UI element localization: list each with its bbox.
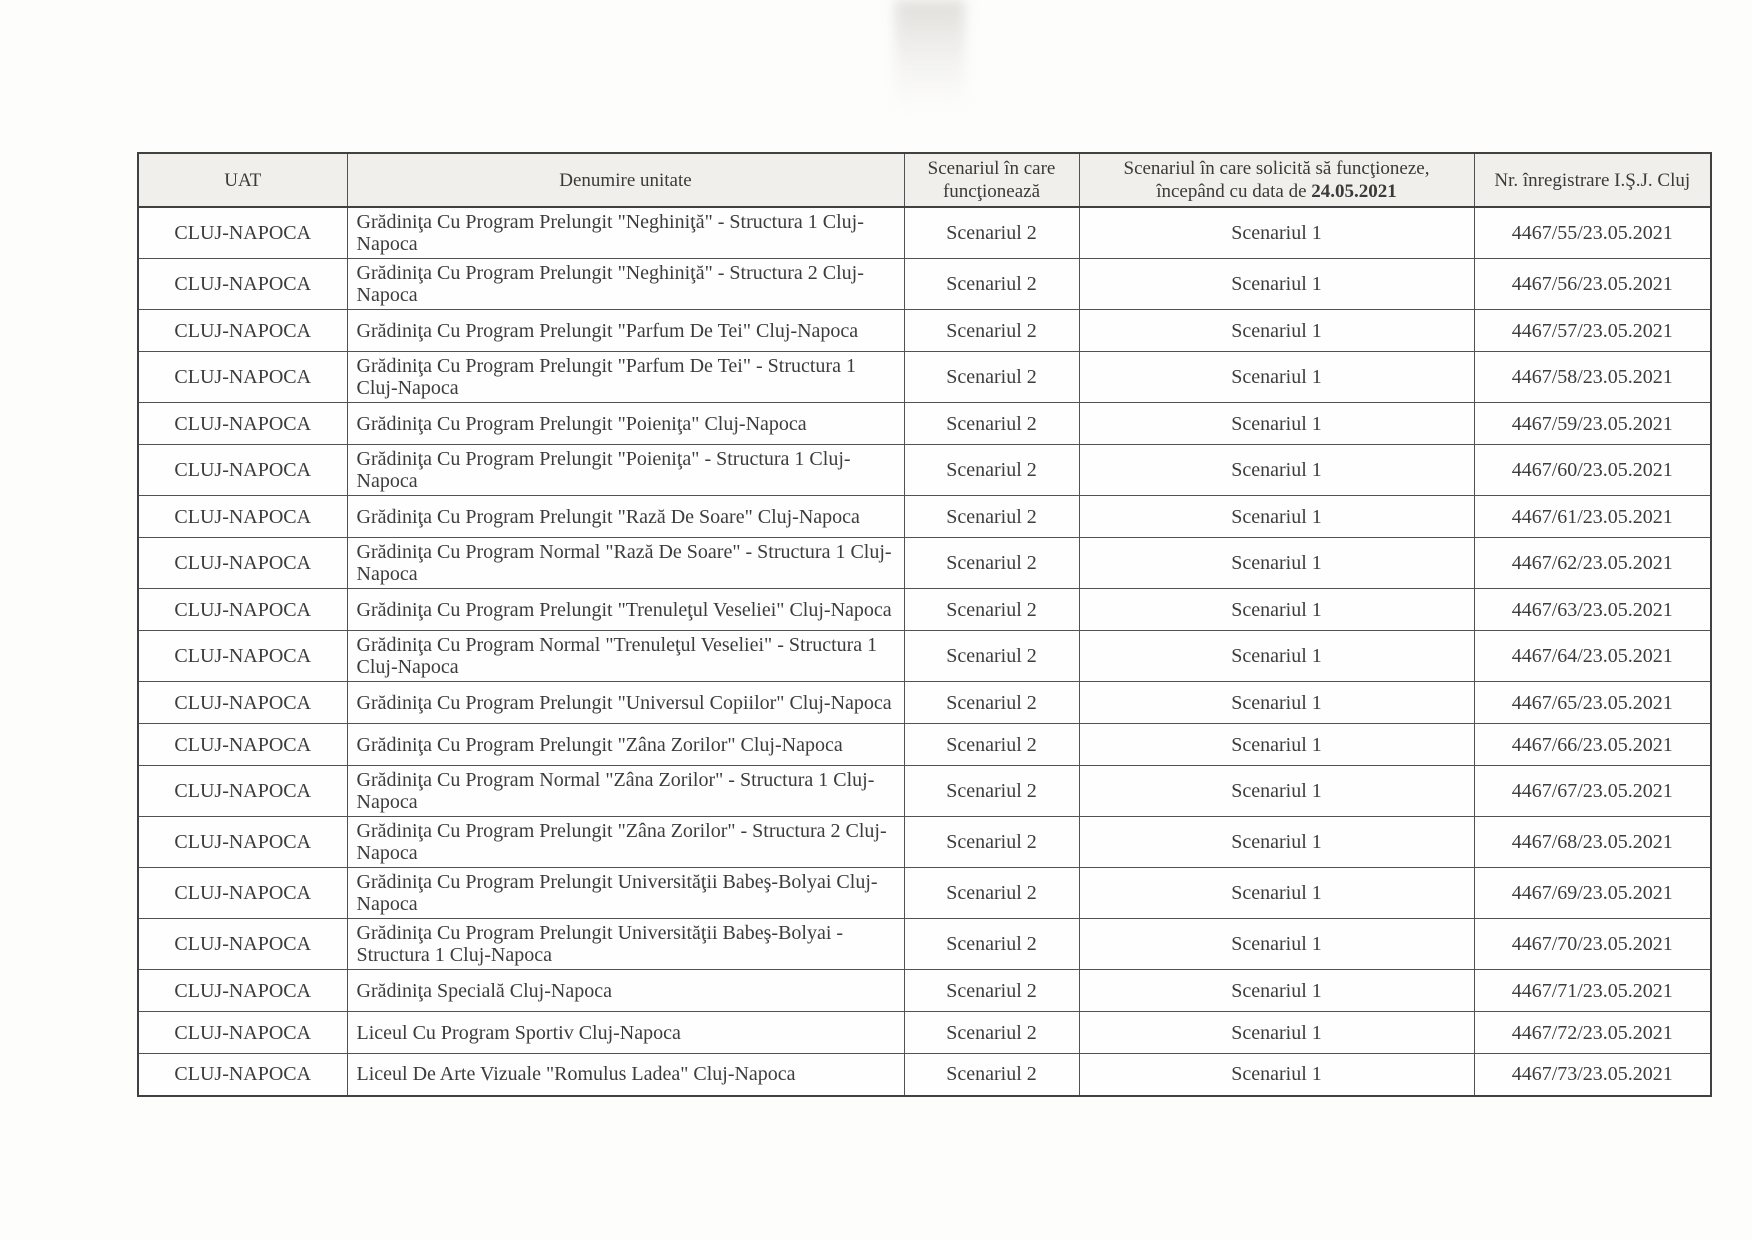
registration-number-cell: 4467/68/23.05.2021 — [1474, 817, 1711, 868]
registration-number-cell: 4467/64/23.05.2021 — [1474, 631, 1711, 682]
uat-cell: CLUJ-NAPOCA — [138, 310, 347, 352]
current-scenario-cell: Scenariul 2 — [904, 1012, 1079, 1054]
uat-cell: CLUJ-NAPOCA — [138, 538, 347, 589]
current-scenario-cell: Scenariul 2 — [904, 724, 1079, 766]
current-scenario-cell: Scenariul 2 — [904, 1054, 1079, 1096]
header-row — [138, 153, 1711, 207]
current-scenario-cell: Scenariul 2 — [904, 589, 1079, 631]
table-row — [138, 1054, 1711, 1096]
registration-number-cell: 4467/56/23.05.2021 — [1474, 259, 1711, 310]
current-scenario-cell: Scenariul 2 — [904, 970, 1079, 1012]
current-scenario-cell: Scenariul 2 — [904, 766, 1079, 817]
header-requested-scenario-text: Scenariul în care solicită să funcţioneze, începând cu data de — [1123, 158, 1430, 202]
registration-number-cell: 4467/70/23.05.2021 — [1474, 919, 1711, 970]
uat-cell: CLUJ-NAPOCA — [138, 496, 347, 538]
header-requested-scenario — [1079, 153, 1474, 207]
current-scenario-cell: Scenariul 2 — [904, 352, 1079, 403]
uat-cell: CLUJ-NAPOCA — [138, 817, 347, 868]
requested-scenario-cell: Scenariul 1 — [1079, 724, 1474, 766]
requested-scenario-cell: Scenariul 1 — [1079, 868, 1474, 919]
uat-cell: CLUJ-NAPOCA — [138, 1012, 347, 1054]
requested-scenario-cell: Scenariul 1 — [1079, 445, 1474, 496]
current-scenario-cell: Scenariul 2 — [904, 445, 1079, 496]
uat-cell: CLUJ-NAPOCA — [138, 207, 347, 259]
table-row — [138, 207, 1711, 259]
registration-number-cell: 4467/57/23.05.2021 — [1474, 310, 1711, 352]
requested-scenario-cell: Scenariul 1 — [1079, 919, 1474, 970]
uat-cell: CLUJ-NAPOCA — [138, 868, 347, 919]
unit-name-cell: Grădiniţa Cu Program Normal "Trenuleţul Veseliei" - Structura 1 Cluj-Napoca — [347, 631, 904, 682]
uat-cell: CLUJ-NAPOCA — [138, 970, 347, 1012]
uat-cell: CLUJ-NAPOCA — [138, 631, 347, 682]
registration-number-cell: 4467/72/23.05.2021 — [1474, 1012, 1711, 1054]
header-current-scenario: Scenariul în care funcţionează — [904, 153, 1079, 207]
current-scenario-cell: Scenariul 2 — [904, 496, 1079, 538]
table-row — [138, 631, 1711, 682]
table-body — [138, 207, 1711, 1096]
table-row — [138, 352, 1711, 403]
school-scenarios-table — [137, 152, 1712, 1097]
table-row — [138, 868, 1711, 919]
uat-cell: CLUJ-NAPOCA — [138, 445, 347, 496]
unit-name-cell: Grădiniţa Cu Program Prelungit Universităţii Babeş-Bolyai Cluj-Napoca — [347, 868, 904, 919]
unit-name-cell: Grădiniţa Cu Program Prelungit "Zâna Zorilor" Cluj-Napoca — [347, 724, 904, 766]
registration-number-cell: 4467/71/23.05.2021 — [1474, 970, 1711, 1012]
header-unit-name: Denumire unitate — [347, 153, 904, 207]
unit-name-cell: Grădiniţa Cu Program Prelungit Universităţii Babeş-Bolyai - Structura 1 Cluj-Napoca — [347, 919, 904, 970]
registration-number-cell: 4467/63/23.05.2021 — [1474, 589, 1711, 631]
unit-name-cell: Grădiniţa Cu Program Prelungit "Zâna Zorilor" - Structura 2 Cluj-Napoca — [347, 817, 904, 868]
requested-scenario-cell: Scenariul 1 — [1079, 970, 1474, 1012]
unit-name-cell: Grădiniţa Cu Program Prelungit "Universul Copiilor" Cluj-Napoca — [347, 682, 904, 724]
table-row — [138, 970, 1711, 1012]
table-row — [138, 919, 1711, 970]
table-row — [138, 538, 1711, 589]
unit-name-cell: Grădiniţa Cu Program Prelungit "Parfum De Tei" - Structura 1 Cluj-Napoca — [347, 352, 904, 403]
current-scenario-cell: Scenariul 2 — [904, 259, 1079, 310]
requested-scenario-cell: Scenariul 1 — [1079, 1012, 1474, 1054]
unit-name-cell: Liceul De Arte Vizuale "Romulus Ladea" Cluj-Napoca — [347, 1054, 904, 1096]
table-row — [138, 1012, 1711, 1054]
unit-name-cell: Grădiniţa Cu Program Prelungit "Rază De Soare" Cluj-Napoca — [347, 496, 904, 538]
requested-scenario-cell: Scenariul 1 — [1079, 682, 1474, 724]
current-scenario-cell: Scenariul 2 — [904, 538, 1079, 589]
registration-number-cell: 4467/66/23.05.2021 — [1474, 724, 1711, 766]
current-scenario-cell: Scenariul 2 — [904, 207, 1079, 259]
registration-number-cell: 4467/69/23.05.2021 — [1474, 868, 1711, 919]
current-scenario-cell: Scenariul 2 — [904, 403, 1079, 445]
registration-number-cell: 4467/55/23.05.2021 — [1474, 207, 1711, 259]
registration-number-cell: 4467/59/23.05.2021 — [1474, 403, 1711, 445]
requested-scenario-cell: Scenariul 1 — [1079, 207, 1474, 259]
requested-scenario-cell: Scenariul 1 — [1079, 538, 1474, 589]
registration-number-cell: 4467/73/23.05.2021 — [1474, 1054, 1711, 1096]
scan-smudge — [895, 0, 965, 110]
registration-number-cell: 4467/60/23.05.2021 — [1474, 445, 1711, 496]
requested-scenario-cell: Scenariul 1 — [1079, 1054, 1474, 1096]
table-row — [138, 259, 1711, 310]
requested-scenario-cell: Scenariul 1 — [1079, 259, 1474, 310]
unit-name-cell: Grădiniţa Cu Program Prelungit "Trenuleţul Veseliei" Cluj-Napoca — [347, 589, 904, 631]
unit-name-cell: Liceul Cu Program Sportiv Cluj-Napoca — [347, 1012, 904, 1054]
requested-scenario-cell: Scenariul 1 — [1079, 589, 1474, 631]
requested-scenario-cell: Scenariul 1 — [1079, 631, 1474, 682]
current-scenario-cell: Scenariul 2 — [904, 817, 1079, 868]
unit-name-cell: Grădiniţa Cu Program Normal "Rază De Soare" - Structura 1 Cluj-Napoca — [347, 538, 904, 589]
table-row — [138, 724, 1711, 766]
current-scenario-cell: Scenariul 2 — [904, 310, 1079, 352]
requested-scenario-cell: Scenariul 1 — [1079, 496, 1474, 538]
table-header — [138, 153, 1711, 207]
header-requested-scenario-date: 24.05.2021 — [1311, 181, 1397, 202]
table-row — [138, 589, 1711, 631]
requested-scenario-cell: Scenariul 1 — [1079, 817, 1474, 868]
requested-scenario-cell: Scenariul 1 — [1079, 352, 1474, 403]
table-row — [138, 403, 1711, 445]
table-row — [138, 445, 1711, 496]
registration-number-cell: 4467/67/23.05.2021 — [1474, 766, 1711, 817]
unit-name-cell: Grădiniţa Cu Program Prelungit "Poieniţa" - Structura 1 Cluj-Napoca — [347, 445, 904, 496]
requested-scenario-cell: Scenariul 1 — [1079, 766, 1474, 817]
requested-scenario-cell: Scenariul 1 — [1079, 310, 1474, 352]
unit-name-cell: Grădiniţa Specială Cluj-Napoca — [347, 970, 904, 1012]
uat-cell: CLUJ-NAPOCA — [138, 403, 347, 445]
current-scenario-cell: Scenariul 2 — [904, 919, 1079, 970]
current-scenario-cell: Scenariul 2 — [904, 682, 1079, 724]
registration-number-cell: 4467/65/23.05.2021 — [1474, 682, 1711, 724]
header-uat: UAT — [138, 153, 347, 207]
uat-cell: CLUJ-NAPOCA — [138, 724, 347, 766]
unit-name-cell: Grădiniţa Cu Program Normal "Zâna Zorilor" - Structura 1 Cluj-Napoca — [347, 766, 904, 817]
registration-number-cell: 4467/61/23.05.2021 — [1474, 496, 1711, 538]
uat-cell: CLUJ-NAPOCA — [138, 589, 347, 631]
table-row — [138, 817, 1711, 868]
current-scenario-cell: Scenariul 2 — [904, 868, 1079, 919]
registration-number-cell: 4467/58/23.05.2021 — [1474, 352, 1711, 403]
uat-cell: CLUJ-NAPOCA — [138, 919, 347, 970]
table-row — [138, 766, 1711, 817]
uat-cell: CLUJ-NAPOCA — [138, 352, 347, 403]
header-registration-number: Nr. înregistrare I.Ş.J. Cluj — [1474, 153, 1711, 207]
registration-number-cell: 4467/62/23.05.2021 — [1474, 538, 1711, 589]
unit-name-cell: Grădiniţa Cu Program Prelungit "Neghiniţă" - Structura 2 Cluj-Napoca — [347, 259, 904, 310]
uat-cell: CLUJ-NAPOCA — [138, 1054, 347, 1096]
current-scenario-cell: Scenariul 2 — [904, 631, 1079, 682]
table-row — [138, 682, 1711, 724]
unit-name-cell: Grădiniţa Cu Program Prelungit "Poieniţa" Cluj-Napoca — [347, 403, 904, 445]
school-scenarios-table-wrap — [137, 152, 1710, 1097]
uat-cell: CLUJ-NAPOCA — [138, 682, 347, 724]
unit-name-cell: Grădiniţa Cu Program Prelungit "Neghiniţă" - Structura 1 Cluj-Napoca — [347, 207, 904, 259]
table-row — [138, 496, 1711, 538]
requested-scenario-cell: Scenariul 1 — [1079, 403, 1474, 445]
unit-name-cell: Grădiniţa Cu Program Prelungit "Parfum De Tei" Cluj-Napoca — [347, 310, 904, 352]
table-row — [138, 310, 1711, 352]
uat-cell: CLUJ-NAPOCA — [138, 259, 347, 310]
uat-cell: CLUJ-NAPOCA — [138, 766, 347, 817]
